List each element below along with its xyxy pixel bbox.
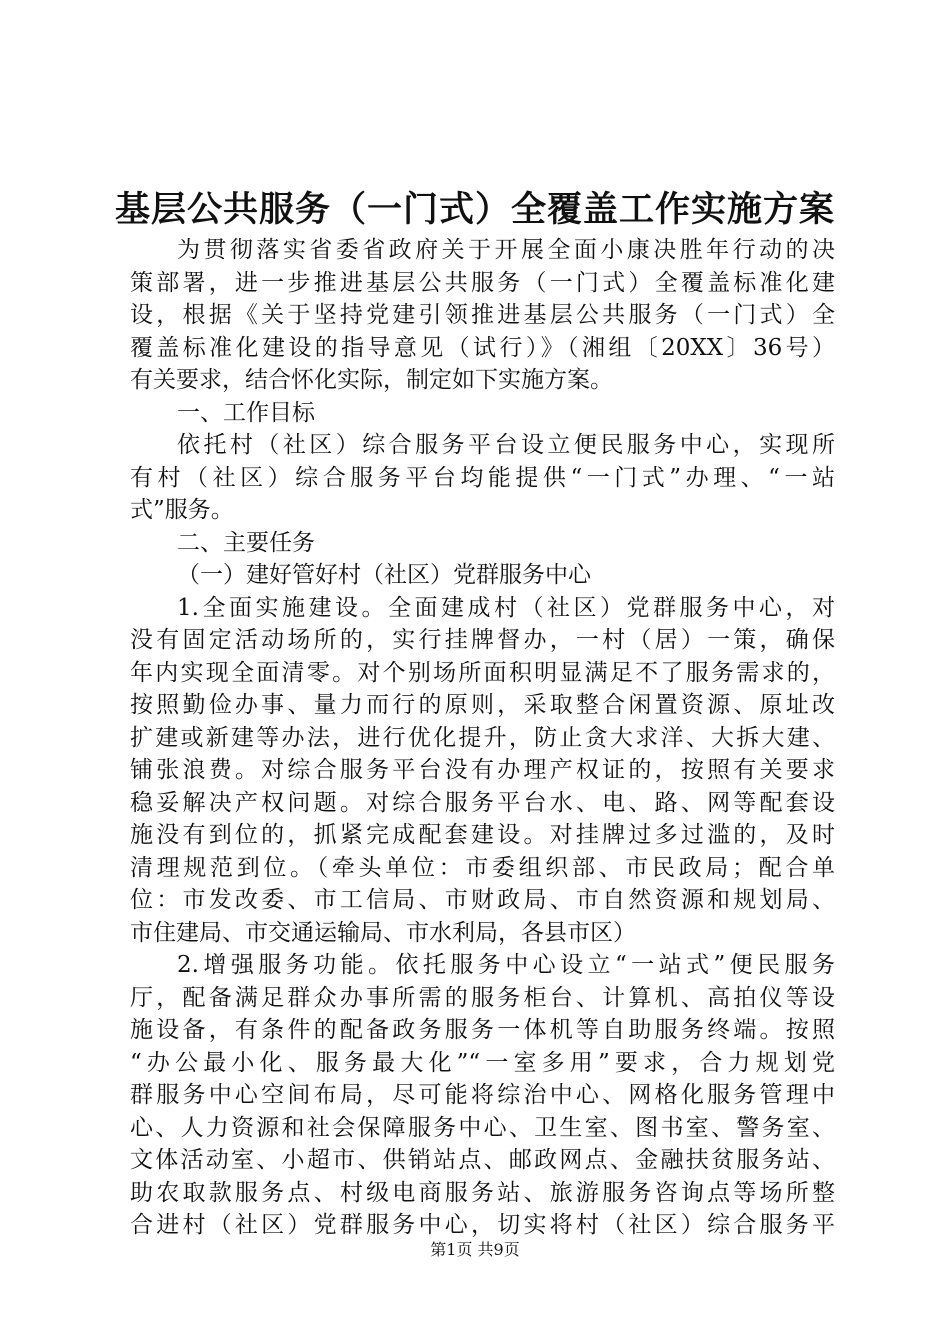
paragraph-line: 覆盖标准化建设的指导意见（试行）》（湘组〔20XX〕36号） — [130, 334, 835, 361]
paragraph-line: 按照勤俭办事、量力而行的原则，采取整合闲置资源、原址改 — [130, 692, 835, 718]
paragraph-line: 式”服务。 — [130, 497, 234, 523]
paragraph-line: 稳妥解决产权问题。对综合服务平台水、电、路、网等配套设 — [130, 789, 835, 816]
paragraph-line: 为贯彻落实省委省政府关于开展全面小康决胜年行动的决 — [177, 237, 835, 263]
paragraph-line: 有关要求，结合怀化实际，制定如下实施方案。 — [130, 367, 613, 393]
paragraph-line: 助农取款服务点、村级电商服务站、旅游服务咨询点等场所整 — [130, 1179, 835, 1206]
paragraph-line: 合进村（社区）党群服务中心，切实将村（社区）综合服务平 — [130, 1212, 835, 1238]
document-title: 基层公共服务（一门式）全覆盖工作实施方案 — [114, 189, 835, 230]
paragraph-line: 施设备，有条件的配备政务服务一体机等自助服务终端。按照 — [130, 1017, 835, 1043]
paragraph-line: 年内实现全面清零。对个别场所面积明显满足不了服务需求的， — [130, 659, 835, 686]
paragraph-line: 市住建局、市交通运输局、市水利局，各县市区） — [130, 919, 636, 946]
paragraph-line: “办公最小化、服务最大化”“一室多用”要求，合力规划党 — [130, 1049, 835, 1076]
paragraph-line: 策部署，进一步推进基层公共服务（一门式）全覆盖标准化建 — [130, 269, 835, 296]
section-heading: 一、工作目标 — [177, 399, 315, 426]
paragraph-line: 厅，配备满足群众办事所需的服务柜台、计算机、高拍仪等设 — [130, 984, 835, 1011]
paragraph-line: 心、人力资源和社会保障服务中心、卫生室、图书室、警务室、 — [130, 1114, 835, 1141]
paragraph-line: 铺张浪费。对综合服务平台没有办理产权证的，按照有关要求 — [130, 757, 835, 783]
document-body — [130, 234, 835, 1242]
paragraph-line: 施没有到位的，抓紧完成配套建设。对挂牌过多过滥的，及时 — [130, 822, 835, 848]
paragraph-line: 有村（社区）综合服务平台均能提供“一门式”办理、“一站 — [130, 464, 835, 491]
section-heading: 二、主要任务 — [177, 529, 315, 556]
subsection-heading: （一）建好管好村（社区）党群服务中心 — [177, 562, 591, 588]
paragraph-line: 设，根据《关于坚持党建引领推进基层公共服务（一门式）全 — [130, 302, 835, 328]
paragraph-line: 群服务中心空间布局，尽可能将综治中心、网格化服务管理中 — [130, 1082, 835, 1108]
paragraph-line: 2.增强服务功能。依托服务中心设立“一站式”便民服务 — [177, 952, 835, 978]
paragraph-line: 没有固定活动场所的，实行挂牌督办，一村（居）一策，确保 — [130, 627, 835, 653]
page-footer: 第1页 共9页 — [430, 1240, 520, 1259]
paragraph-line: 1.全面实施建设。全面建成村（社区）党群服务中心，对 — [177, 594, 835, 621]
paragraph-line: 依托村（社区）综合服务平台设立便民服务中心，实现所 — [177, 432, 835, 458]
paragraph-line: 文体活动室、小超市、供销站点、邮政网点、金融扶贫服务站、 — [130, 1147, 835, 1173]
paragraph-line: 扩建或新建等办法，进行优化提升，防止贪大求洋、大拆大建、 — [130, 724, 835, 751]
paragraph-line: 位：市发改委、市工信局、市财政局、市自然资源和规划局、 — [130, 887, 835, 913]
paragraph-line: 清理规范到位。（牵头单位：市委组织部、市民政局；配合单 — [130, 854, 835, 881]
